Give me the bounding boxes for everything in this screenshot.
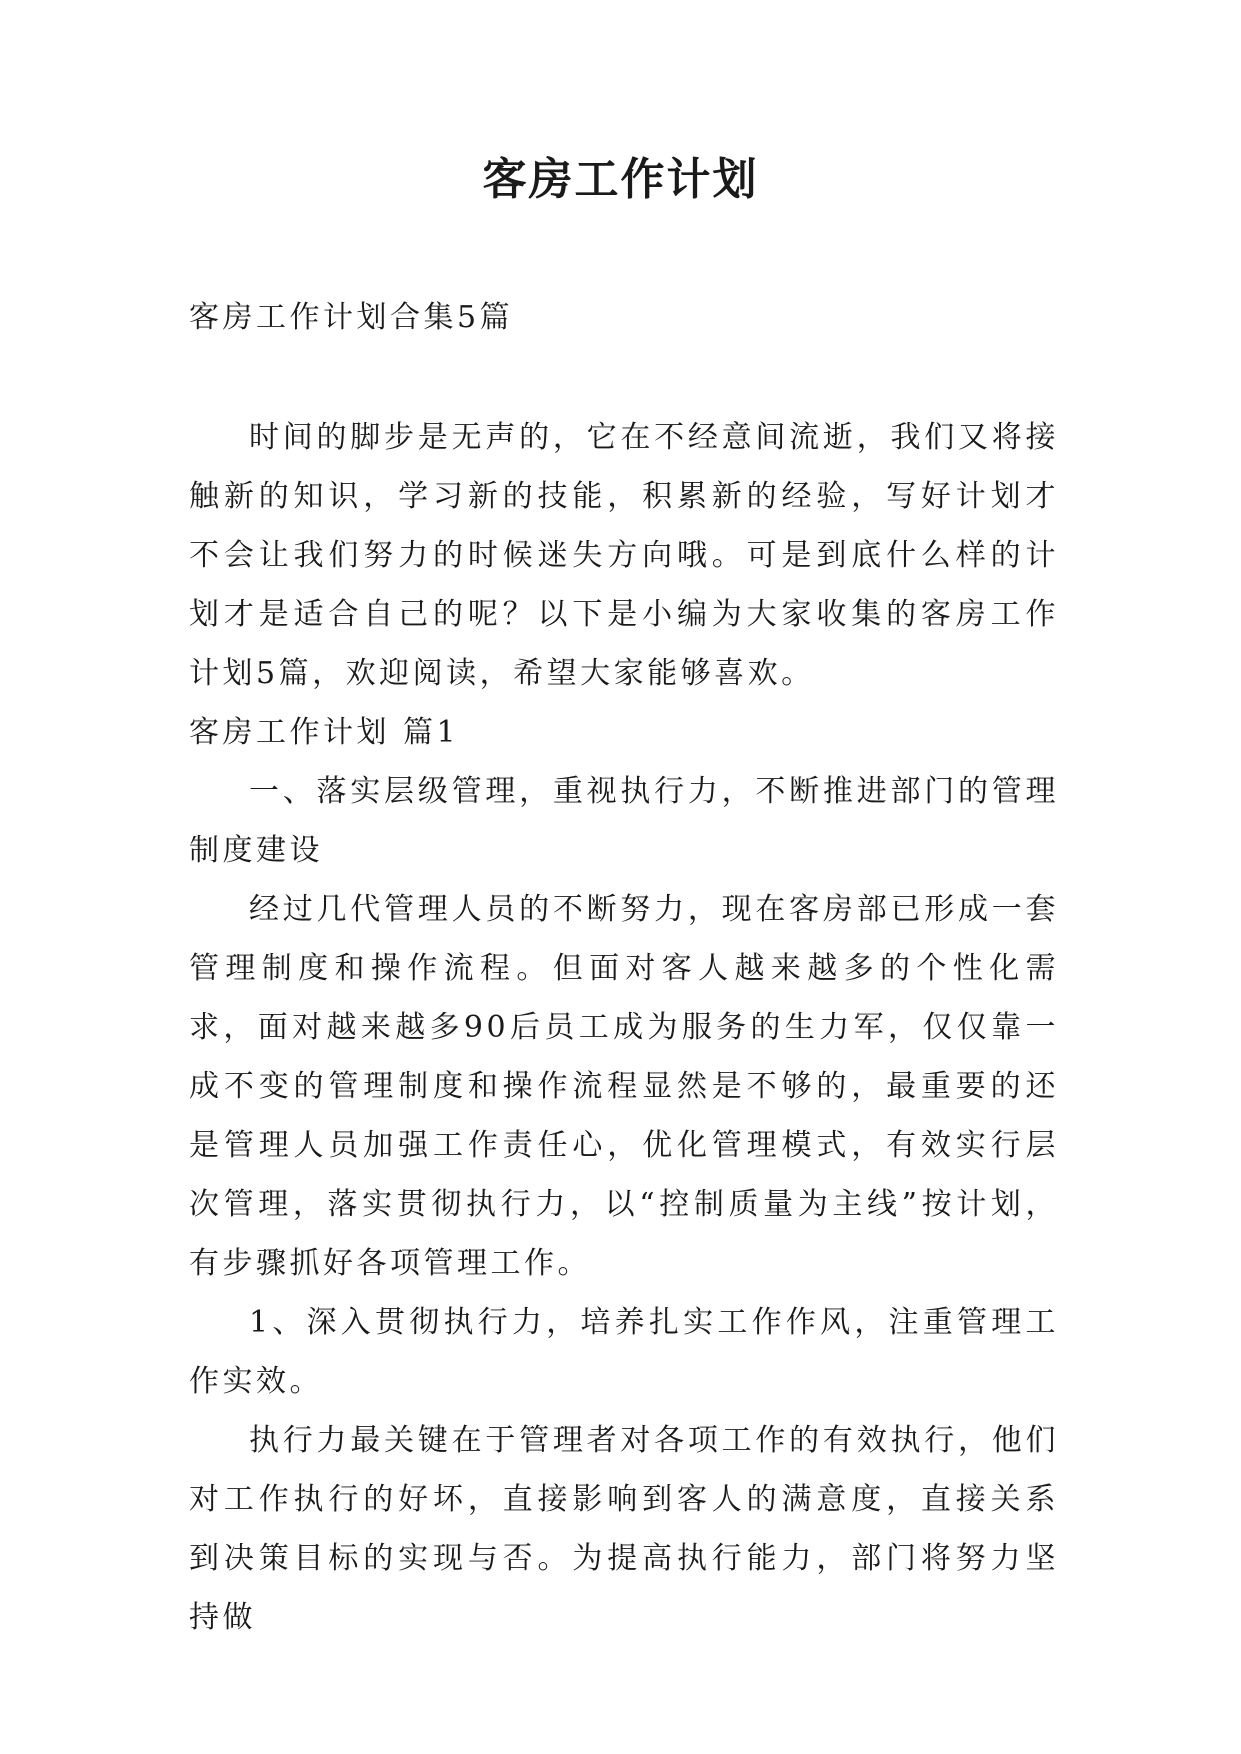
- subsection-heading: 一、落实层级管理，重视执行力，不断推进部门的管理制度建设: [189, 774, 1059, 868]
- intro-paragraph: 时间的脚步是无声的，它在不经意间流逝，我们又将接触新的知识，学习新的技能，积累新的经验，写好计划才不会让我们努力的时候迷失方向哦。可是到底什么样的计划才是适合自己的呢？以下是小编为大家收集的客房工作计划5篇，欢迎阅读，希望大家能够喜欢。: [189, 420, 1059, 691]
- body-paragraph: 经过几代管理人员的不断努力，现在客房部已形成一套管理制度和操作流程。但面对客人越来越多的个性化需求，面对越来越多90后员工成为服务的生力军，仅仅靠一成不变的管理制度和操作流程显然是不够的，最重要的还是管理人员加强工作责任心，优化管理模式，有效实行层次管理，落实贯彻执行力，以“控制质量为主线”按计划，有步骤抓好各项管理工作。: [189, 892, 1059, 1281]
- document-subtitle: 客房工作计划合集5篇: [189, 300, 514, 335]
- body-paragraph: 执行力最关键在于管理者对各项工作的有效执行，他们对工作执行的好坏，直接影响到客人的满意度，直接关系到决策目标的实现与否。为提高执行能力，部门将努力坚持做: [189, 1423, 1059, 1635]
- section-heading: 客房工作计划 篇1: [189, 715, 460, 750]
- list-item-heading: 1、深入贯彻执行力，培养扎实工作作风，注重管理工作实效。: [189, 1305, 1059, 1399]
- document-title: 客房工作计划: [482, 154, 759, 205]
- document-body: [189, 408, 1059, 1647]
